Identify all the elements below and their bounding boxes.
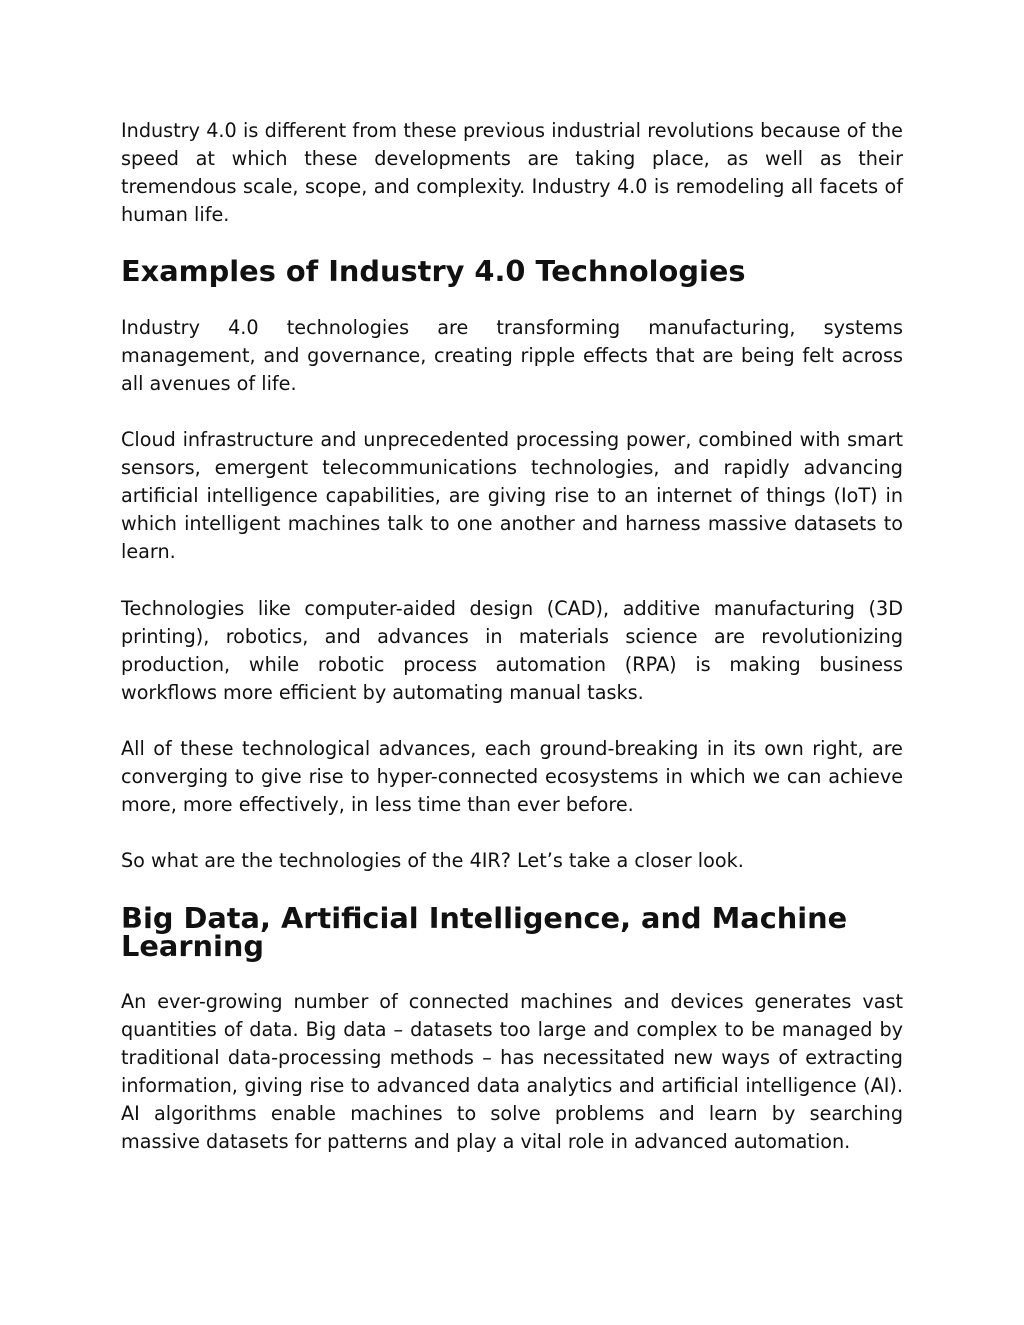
document-page bbox=[121, 117, 903, 1185]
heading-examples: Examples of Industry 4.0 Technologies bbox=[121, 254, 746, 289]
paragraph-cad-robotics: Technologies like computer-aided design (CAD), additive manufacturing (3D printing), robotics, and advances in materials science are revolutionizing production, while robotic process automation (RPA) is making business workflows more efficient by automating manual tasks. bbox=[121, 596, 903, 704]
paragraph-closer-look: So what are the technologies of the 4IR? Let’s take a closer look. bbox=[121, 849, 744, 873]
heading-big-data-ai: Big Data, Artificial Intelligence, and Machine Learning bbox=[121, 900, 848, 963]
paragraph-intro: Industry 4.0 is different from these previous industrial revolutions because of the speed at which these developments are taking place, as well as their tremendous scale, scope, and complexity. Industry 4.0 is remodeling all facets of human life. bbox=[121, 119, 903, 227]
paragraph-cloud-infrastructure: Cloud infrastructure and unprecedented processing power, combined with smart sensors, emergent telecommunications technologies, and rapidly advancing artificial intelligence capabilities, are giving rise to an internet of things (IoT) in which intelligent machines talk to one another and harness massive datasets to learn. bbox=[121, 428, 903, 564]
paragraph-technologies-transforming: Industry 4.0 technologies are transforming manufacturing, systems management, and governance, creating ripple effects that are being felt across all avenues of life. bbox=[121, 315, 903, 395]
paragraph-big-data: An ever-growing number of connected machines and devices generates vast quantities of data. Big data – datasets too large and complex to be managed by traditional data-processing methods – has necessitated new ways of extracting information, giving rise to advanced data analytics and artificial intelligence (AI). AI algorithms enable machines to solve problems and learn by searching massive datasets for patterns and play a vital role in advanced automation. bbox=[121, 989, 903, 1154]
paragraph-converging-advances: All of these technological advances, each ground-breaking in its own right, are converging to give rise to hyper-connected ecosystems in which we can achieve more, more effectively, in less time than ever before. bbox=[121, 737, 903, 817]
